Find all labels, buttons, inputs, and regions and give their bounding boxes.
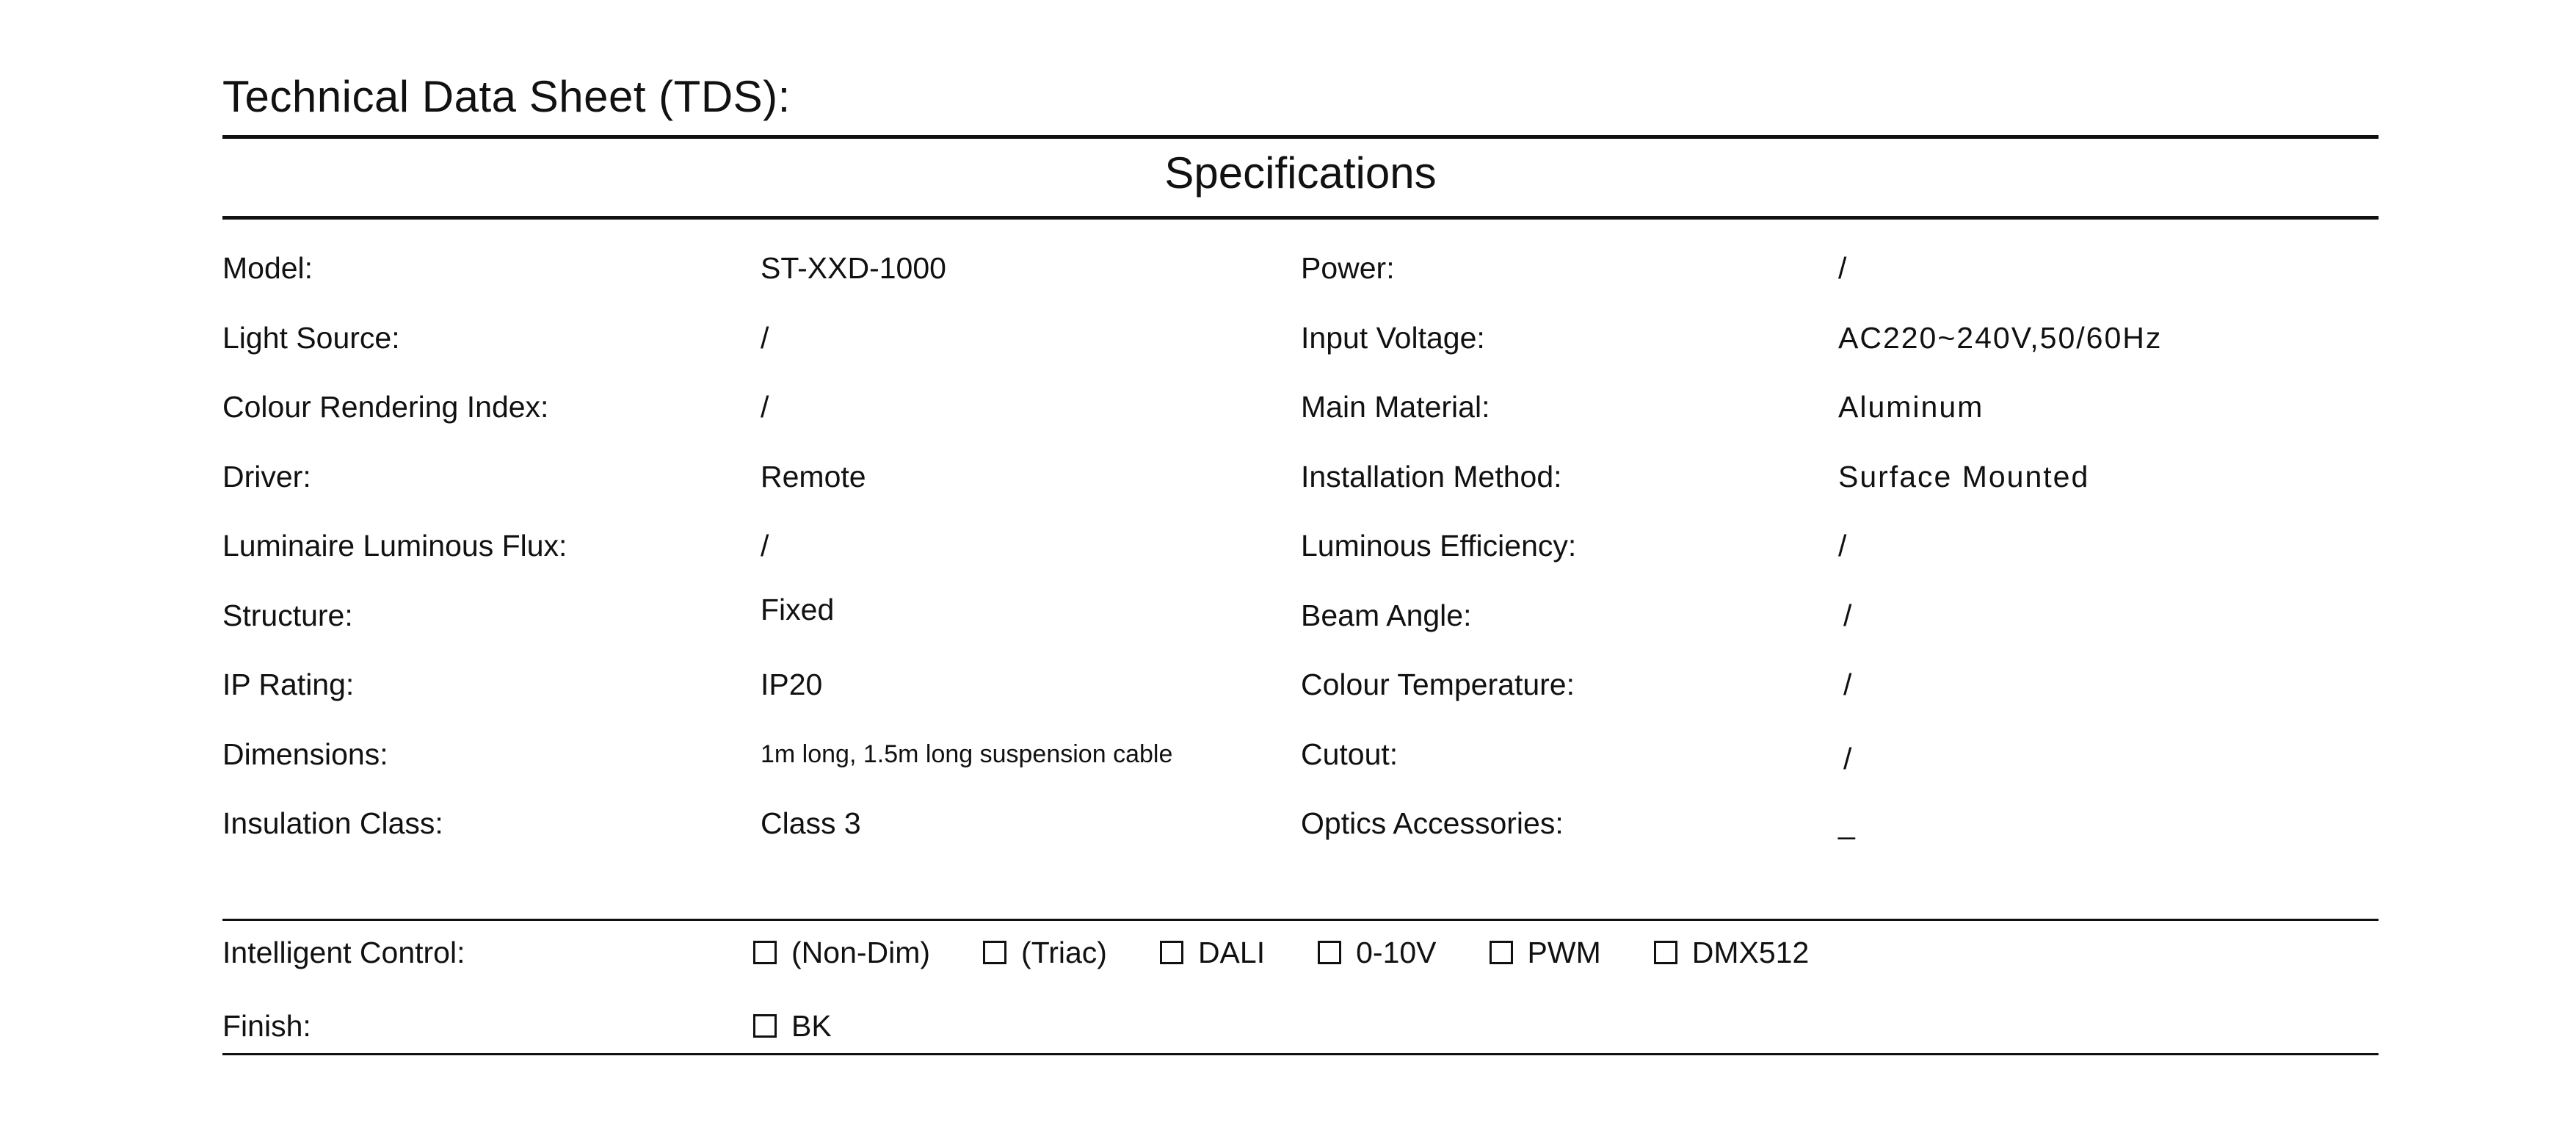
option-label: DALI bbox=[1197, 935, 1266, 969]
spec-value: / bbox=[1843, 741, 1852, 776]
option-label: 0-10V bbox=[1356, 935, 1437, 969]
spec-value: / bbox=[761, 320, 769, 355]
spec-value: / bbox=[761, 529, 769, 563]
spec-label: Luminous Efficiency: bbox=[1301, 529, 1577, 563]
specifications-divider bbox=[222, 216, 2379, 220]
checkbox[interactable] bbox=[753, 1014, 777, 1038]
checkbox[interactable] bbox=[1490, 941, 1513, 964]
checkbox[interactable] bbox=[1654, 941, 1677, 964]
finish-row bbox=[222, 993, 2379, 1059]
spec-row-light-source bbox=[222, 312, 2379, 382]
spec-value: / bbox=[1838, 251, 1847, 285]
option-label: (Triac) bbox=[1021, 935, 1107, 969]
spec-value: / bbox=[761, 390, 769, 424]
control-option-pwm[interactable] bbox=[1490, 936, 1601, 970]
control-option-dmx512[interactable] bbox=[1654, 936, 1810, 970]
spec-value: Remote bbox=[761, 459, 866, 494]
specifications-table bbox=[222, 242, 2379, 867]
spec-label: Insulation Class: bbox=[222, 806, 443, 840]
spec-row-dimensions bbox=[222, 728, 2379, 798]
spec-label: Structure: bbox=[222, 598, 353, 632]
spec-value: / bbox=[1838, 529, 1847, 563]
spec-label: Beam Angle: bbox=[1301, 598, 1472, 632]
spec-value: / bbox=[1843, 668, 1852, 701]
spec-value: / bbox=[1843, 598, 1852, 632]
bottom-divider bbox=[222, 1053, 2379, 1055]
spec-label: Driver: bbox=[222, 459, 311, 494]
checkbox[interactable] bbox=[753, 941, 777, 964]
spec-label: Installation Method: bbox=[1301, 459, 1562, 494]
spec-value: Aluminum bbox=[1838, 390, 1984, 424]
control-option-triac[interactable] bbox=[983, 936, 1107, 970]
spec-label: IP Rating: bbox=[222, 668, 355, 701]
option-label: (Non-Dim) bbox=[791, 935, 931, 969]
spec-label: Optics Accessories: bbox=[1301, 806, 1564, 840]
spec-label: Input Voltage: bbox=[1301, 320, 1485, 355]
spec-row-driver bbox=[222, 451, 2379, 521]
title-divider bbox=[222, 135, 2379, 139]
control-option-0-10v[interactable] bbox=[1318, 936, 1436, 970]
checkbox[interactable] bbox=[983, 941, 1006, 964]
spec-value: Fixed bbox=[761, 592, 835, 626]
intelligent-control-row bbox=[222, 919, 2379, 986]
spec-row-structure bbox=[222, 590, 2379, 659]
spec-value: _ bbox=[1838, 806, 1855, 840]
specifications-heading: Specifications bbox=[1164, 148, 1437, 198]
spec-row-luminous-flux bbox=[222, 520, 2379, 590]
spec-value: IP20 bbox=[761, 668, 823, 701]
spec-value: Surface Mounted bbox=[1838, 459, 2090, 494]
option-label: DMX512 bbox=[1691, 935, 1810, 969]
option-label: BK bbox=[791, 1008, 832, 1043]
spec-value: AC220~240V,50/60Hz bbox=[1838, 320, 2163, 355]
spec-row-ip-rating bbox=[222, 659, 2379, 728]
spec-label: Colour Temperature: bbox=[1301, 668, 1575, 701]
control-option-non-dim[interactable] bbox=[753, 936, 930, 970]
spec-value: Class 3 bbox=[761, 806, 861, 840]
finish-option-bk[interactable] bbox=[753, 1009, 832, 1044]
spec-value: 1m long, 1.5m long suspension cable bbox=[761, 740, 1173, 768]
spec-row-colour-rendering-index bbox=[222, 381, 2379, 451]
spec-label: Cutout: bbox=[1301, 737, 1398, 771]
intelligent-control-options bbox=[753, 919, 1862, 986]
spec-label: Light Source: bbox=[222, 320, 400, 355]
spec-row-insulation-class bbox=[222, 798, 2379, 867]
control-option-dali[interactable] bbox=[1160, 936, 1265, 970]
technical-data-sheet bbox=[222, 0, 2379, 1128]
spec-label: Main Material: bbox=[1301, 390, 1490, 424]
spec-label: Model: bbox=[222, 251, 313, 285]
option-label: PWM bbox=[1527, 935, 1601, 969]
finish-options bbox=[753, 993, 885, 1059]
spec-label: Dimensions: bbox=[222, 737, 388, 771]
spec-label: Luminaire Luminous Flux: bbox=[222, 529, 567, 563]
spec-label: Colour Rendering Index: bbox=[222, 390, 549, 424]
intelligent-control-label: Intelligent Control: bbox=[222, 936, 465, 969]
checkbox[interactable] bbox=[1318, 941, 1341, 964]
checkbox[interactable] bbox=[1160, 941, 1183, 964]
spec-row-model bbox=[222, 242, 2379, 312]
document-title: Technical Data Sheet (TDS): bbox=[222, 72, 791, 121]
spec-value: ST-XXD-1000 bbox=[761, 251, 946, 285]
spec-label: Power: bbox=[1301, 251, 1395, 285]
finish-label: Finish: bbox=[222, 1009, 311, 1043]
